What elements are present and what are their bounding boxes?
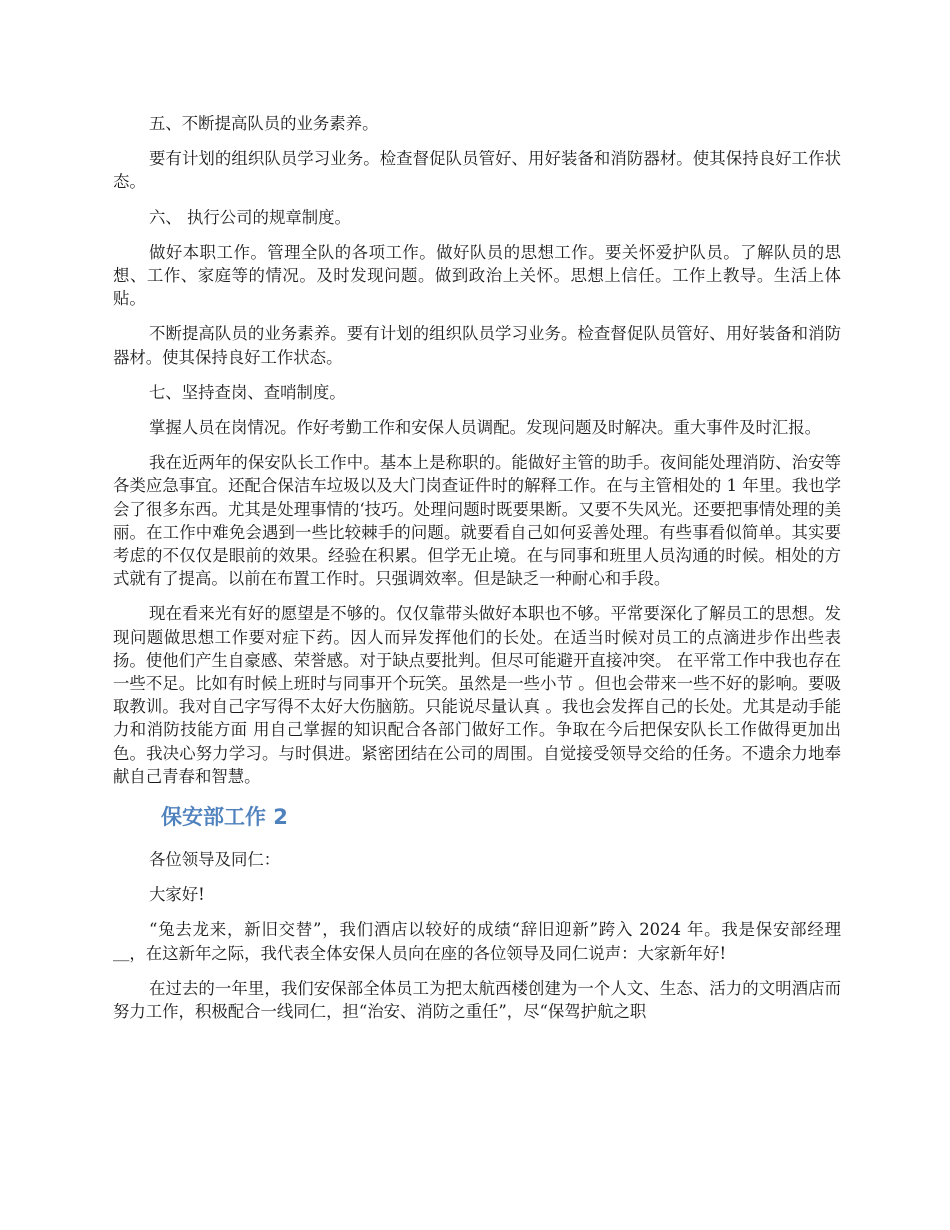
paragraph: 要有计划的组织队员学习业务。检查督促队员管好、用好装备和消防器材。使其保持良好工作状态。 [113,149,841,192]
section-five-title: 五、不断提高队员的业务素养。 [149,114,379,133]
section-heading: 保安部工作 2 [161,805,288,830]
salutation: 各位领导及同仁： [149,850,281,870]
paragraph: 我在近两年的保安队长工作中。基本上是称职的。能做好主管的助手。夜间能处理消防、治安等各类应急事宜。还配合保洁车垃圾以及大门岗查证件时的解释工作。在与主管相处的 1 年里。我也学会了很多东西。尤其是处理事情的‘技巧。处理问题时既要果断。又要不失风光。还要把事情处理的美丽。在工作中难免会遇到一些比较棘手的问题。就要看自己如何妥善处理。有些事看似简单。其实要考虑的不仅仅是眼前的效果。经验在积累。但学无止境。在与同事和班里人员沟通的时候。相处的方式就有了提高。以前在布置工作时。只强调效率。但是缺乏一种耐心和手段。 [113,453,841,589]
document-page [113,112,841,1035]
paragraph: 掌握人员在岗情况。作好考勤工作和安保人员调配。发现问题及时解决。重大事件及时汇报。 [149,418,822,438]
paragraph: 现在看来光有好的愿望是不够的。仅仅靠带头做好本职也不够。平常要深化了解员工的思想。发现问题做思想工作要对症下药。因人而异发挥他们的长处。在适当时候对员工的点滴进步作出些表扬。使他们产生自豪感、荣誉感。对于缺点要批判。但尽可能避开直接冲突。 在平常工作中我也存在一些不足。比如有时候上班时与同事开个玩笑。虽然是一些小节 。但也会带来一些不好的影响。要吸取教训。我对自己字写得不太好大伤脑筋。只能说尽量认真 。我也会发挥自己的长处。尤其是动手能力和消防技能方面 用自己掌握的知识配合各部门做好工作。争取在今后把保安队长工作做得更加出色。我决心努力学习。与时俱进。紧密团结在公司的周围。自觉接受领导交给的任务。不遗余力地奉献自己青春和智慧。 [113,604,841,786]
paragraph: 在过去的一年里，我们安保部全体员工为把太航西楼创建为一个人文、生态、活力的文明酒店而努力工作，积极配合一线同仁，担“治安、消防之重任”，尽“保驾护航之职 [113,978,841,1022]
greeting: 大家好! [149,885,205,905]
section-six-title: 六、 执行公司的规章制度。 [149,207,351,227]
paragraph: 做好本职工作。管理全队的各项工作。做好队员的思想工作。要关怀爱护队员。了解队员的思想、工作、家庭等的情况。及时发现问题。做到政治上关怀。思想上信任。工作上教导。生活上体贴。 [113,242,841,309]
paragraph: “兔去龙来，新旧交替”，我们酒店以较好的成绩“辞旧迎新”跨入 2024 年。我是保安部经理＿，在这新年之际，我代表全体安保人员向在座的各位领导及同仁说声：大家新年好! [113,920,841,963]
section-seven-title: 七、坚持查岗、查哨制度。 [149,382,346,402]
paragraph: 不断提高队员的业务素养。要有计划的组织队员学习业务。检查督促队员管好、用好装备和消防器材。使其保持良好工作状态。 [113,324,841,367]
